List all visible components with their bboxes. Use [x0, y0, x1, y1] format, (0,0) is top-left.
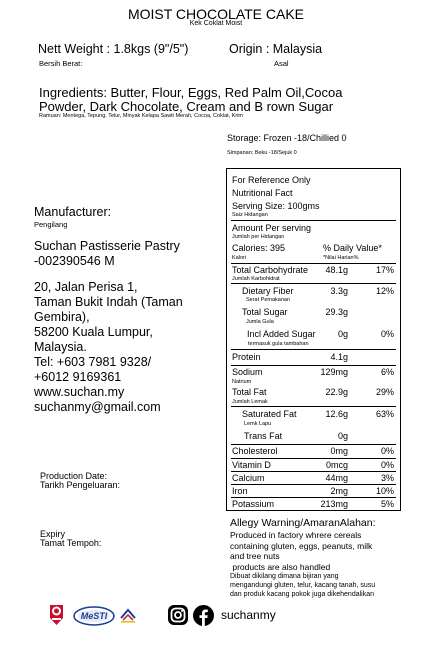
product-title: MOIST CHOCOLATE CAKE: [127, 6, 305, 22]
social-handle[interactable]: suchanmy: [221, 608, 276, 622]
manufacturer-name: Suchan Pastisserie Pastry: [34, 239, 180, 253]
divider: [231, 497, 396, 498]
nutrient-name: Vitamin D: [232, 460, 271, 470]
allergy-ms-line: dan produk kacang pokok juga dikehendalikan: [230, 591, 374, 598]
nutrient-percent: 29%: [375, 387, 394, 397]
nutrient-amount: 0mg: [330, 446, 348, 456]
nutrient-name: Sodium: [232, 367, 263, 377]
ingredients-ms: Ramuan: Mentega, Tepung, Telur, Minyak Kelapa Sawit Merah, Cocoa, Coklat, Krim: [39, 113, 244, 119]
nutrient-amount: 129mg: [320, 367, 348, 377]
address-line: Taman Bukit Indah (Taman: [34, 295, 183, 309]
divider: [231, 365, 396, 366]
food-safety-logo: [47, 603, 66, 627]
net-weight-ms: Bersih Berat:: [39, 59, 83, 68]
serving-size-ms: Saiz Hidangan: [232, 212, 268, 218]
saturated-fat-ms: Lemk Lapu: [244, 421, 272, 427]
divider: [231, 444, 396, 445]
nutrient-percent: 0%: [380, 329, 394, 339]
nutrient-amount: 213mg: [320, 499, 348, 509]
manufacturer-block: [34, 205, 183, 415]
calories: Calories: 395: [232, 243, 286, 253]
saturated-fat-row: [242, 410, 400, 419]
divider: [231, 406, 396, 407]
allergy-line: containing gluten, eggs, peanuts, milk: [230, 540, 373, 551]
calcium-row: [232, 474, 400, 483]
manufacturer-label-ms: Pengilang: [34, 220, 68, 229]
ministry-crest-logo: [119, 606, 137, 624]
expiry-label: Expiry: [40, 529, 66, 539]
reference-note: For Reference Only: [232, 175, 311, 185]
production-date-label-ms: Tarikh Pengeluaran:: [40, 480, 121, 490]
allergy-warning: [230, 517, 376, 599]
added-sugar-ms: termasuk gula tambahan: [248, 341, 309, 347]
cholesterol-row: [232, 447, 400, 456]
address-line: 20, Jalan Perisa 1,: [34, 280, 138, 294]
nutrient-amount: 0mcg: [325, 460, 348, 470]
storage: Storage: Frozen -18/Chillied 0: [227, 133, 347, 143]
carbohydrate-row: [232, 266, 400, 275]
potassium-row: [232, 500, 400, 509]
mesti-label: MeSTI: [80, 611, 108, 621]
nutrition-title: Nutritional Fact: [232, 188, 293, 198]
address-line: 58200 Kuala Lumpur,: [34, 325, 153, 339]
nutrient-name: Total Sugar: [242, 307, 288, 317]
nutrition-facts-panel: [226, 168, 401, 511]
nutrient-name: Total Fat: [232, 387, 267, 397]
added-sugar-row: [247, 330, 400, 339]
address-line: Gembira),: [34, 310, 90, 324]
product-subtitle: Kek Coklat Moist: [189, 20, 243, 27]
iron-row: [232, 487, 400, 496]
address-line: Malaysia.: [34, 340, 87, 354]
telephone-mobile: +6012 9169361: [34, 370, 122, 384]
nutrient-name: Incl Added Sugar: [247, 329, 316, 339]
origin-ms: Asal: [274, 59, 289, 68]
nutrient-name: Protein: [232, 352, 261, 362]
manufacturer-label: Manufacturer:: [34, 205, 112, 219]
calories-ms: Kalori: [232, 255, 247, 261]
nutrient-percent: 63%: [375, 409, 394, 419]
daily-value-ms: *Nilai Harian%: [323, 255, 359, 261]
nutrient-percent: 0%: [380, 446, 394, 456]
daily-value-header: % Daily Value*: [323, 243, 382, 253]
nutrient-amount: 12.6g: [325, 409, 348, 419]
production-date-label: Production Date:: [40, 471, 108, 481]
sugar-ms: Jumla Gula: [246, 319, 274, 325]
divider: [231, 263, 396, 264]
divider: [231, 458, 396, 459]
divider: [231, 349, 396, 350]
sugar-row: [242, 308, 400, 317]
email: suchanmy@gmail.com: [34, 400, 161, 414]
nutrient-amount: 4.1g: [330, 352, 348, 362]
nutrient-amount: 29.3g: [325, 307, 348, 317]
facebook-icon[interactable]: [193, 605, 214, 626]
nutrient-amount: 2mg: [330, 486, 348, 496]
nutrient-name: Potassium: [232, 499, 275, 509]
carbohydrate-ms: Jumlah Karbohidrat: [232, 276, 280, 282]
nutrient-name: Total Carbohydrate: [232, 265, 309, 275]
trans-fat-row: [244, 432, 400, 441]
sodium-ms: Natrium: [232, 379, 252, 385]
serving-size: Serving Size: 100gms: [232, 201, 320, 211]
fiber-row: [242, 287, 400, 296]
amount-per-serving-ms: Jumlah per Hidangan: [232, 234, 285, 240]
allergy-line: products are also handled: [230, 561, 331, 572]
nutrient-amount: 3.3g: [330, 286, 348, 296]
divider: [231, 220, 396, 221]
telephone: Tel: +603 7981 9328/: [34, 355, 152, 369]
instagram-icon[interactable]: [168, 605, 188, 625]
nutrient-name: Trans Fat: [244, 431, 283, 441]
divider: [231, 471, 396, 472]
allergy-ms-line: Dibuat dikilang dimana bijiran yang: [230, 573, 339, 580]
origin: Origin : Malaysia: [229, 42, 323, 56]
nutrient-name: Saturated Fat: [242, 409, 297, 419]
fat-row: [232, 388, 400, 397]
nutrient-percent: 17%: [375, 265, 394, 275]
nutrient-percent: 10%: [375, 486, 394, 496]
expiry-label-ms: Tamat Tempoh:: [40, 538, 102, 548]
nutrient-name: Cholesterol: [232, 446, 278, 456]
nutrient-amount: 22.9g: [325, 387, 348, 397]
protein-row: [232, 353, 400, 362]
divider: [231, 283, 396, 284]
allergy-title: Allegy Warning/AmaranAlahan:: [230, 517, 376, 529]
nutrient-amount: 0g: [337, 329, 348, 339]
allergy-line: Produced in factory whrere cereals: [230, 530, 362, 540]
nutrient-percent: 6%: [380, 367, 394, 377]
nutrient-percent: 0%: [380, 460, 394, 470]
net-weight: Nett Weight : 1.8kgs (9"/5"): [38, 42, 189, 56]
nutrient-amount: 44mg: [325, 473, 348, 483]
nutrient-name: Calcium: [232, 473, 265, 483]
ingredients-line-2: Powder, Dark Chocolate, Cream and B rown Sugar: [39, 99, 334, 114]
allergy-line: and tree nuts: [230, 551, 280, 561]
mesti-logo: [73, 606, 115, 626]
storage-ms: Simpanan: Beku -18/Sejuk 0: [227, 150, 297, 156]
nutrient-percent: 12%: [375, 286, 394, 296]
nutrient-name: Iron: [232, 486, 248, 496]
manufacturer-reg: -002390546 M: [34, 254, 115, 268]
divider: [231, 484, 396, 485]
allergy-ms-line: mengandungi gluten, telur, kacang tanah, susu: [230, 582, 376, 589]
amount-per-serving: Amount Per serving: [232, 223, 312, 233]
fat-ms: Jumlah Lemak: [232, 399, 268, 405]
nutrient-amount: 0g: [337, 431, 348, 441]
website: www.suchan.my: [34, 385, 125, 399]
sodium-row: [232, 368, 400, 377]
nutrient-amount: 48.1g: [325, 265, 348, 275]
nutrient-percent: 3%: [380, 473, 394, 483]
vitamin-d-row: [232, 461, 400, 470]
fiber-ms: Serat Pemakanan: [246, 297, 291, 303]
nutrient-percent: 5%: [380, 499, 394, 509]
ingredients-line-1: Ingredients: Butter, Flour, Eggs, Red Palm Oil,Cocoa: [39, 85, 343, 100]
nutrient-name: Dietary Fiber: [242, 286, 294, 296]
